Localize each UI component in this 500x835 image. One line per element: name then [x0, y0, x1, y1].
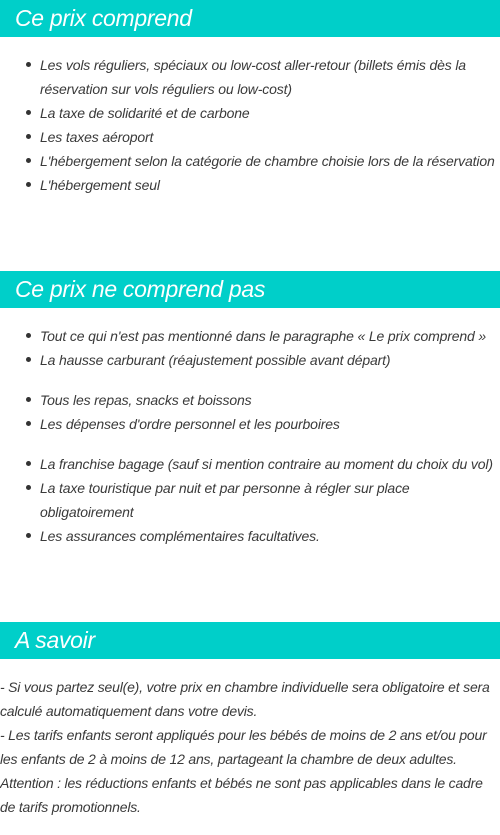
- bullet-icon: [26, 461, 31, 466]
- bullet-icon: [26, 158, 31, 163]
- section-title-excluded: Ce prix ne comprend pas: [15, 276, 266, 302]
- section-header-excluded: [0, 271, 500, 308]
- list-item: Tout ce qui n'est pas mentionné dans le paragraphe « Le prix comprend »: [0, 324, 500, 348]
- info-line: Attention : les réductions enfants et bébés ne sont pas applicables dans le cadre de tarifs promotionnels.: [0, 775, 483, 815]
- list-item: La franchise bagage (sauf si mention contraire au moment du choix du vol): [0, 452, 500, 476]
- list-item: La taxe touristique par nuit et par personne à régler sur place obligatoirement: [0, 476, 500, 524]
- list-item: Les taxes aéroport: [0, 125, 500, 149]
- included-list: [0, 53, 500, 197]
- list-item: Les vols réguliers, spéciaux ou low-cost aller-retour (billets émis dès la réservation sur vols réguliers ou low-cost): [0, 53, 500, 101]
- section-header-included: [0, 0, 500, 37]
- list-item: La taxe de solidarité et de carbone: [0, 101, 500, 125]
- bullet-icon: [26, 110, 31, 115]
- bullet-icon: [26, 397, 31, 402]
- section-title-info: A savoir: [15, 627, 95, 653]
- bullet-icon: [26, 533, 31, 538]
- excluded-list: [0, 324, 500, 548]
- section-title-included: Ce prix comprend: [15, 5, 192, 31]
- section-header-info: [0, 622, 500, 659]
- list-item: L'hébergement seul: [0, 173, 500, 197]
- bullet-icon: [26, 62, 31, 67]
- bullet-icon: [26, 421, 31, 426]
- bullet-icon: [26, 134, 31, 139]
- bullet-icon: [26, 333, 31, 338]
- info-line: - Les tarifs enfants seront appliqués pour les bébés de moins de 2 ans et/ou pour les enfants de 2 à moins de 12 ans, partageant la chambre de deux adultes.: [0, 727, 487, 767]
- info-text: [0, 675, 500, 819]
- list-item: Les dépenses d'ordre personnel et les pourboires: [0, 412, 500, 436]
- info-line: - Si vous partez seul(e), votre prix en chambre individuelle sera obligatoire et sera calculé automatiquement dans votre devis.: [0, 679, 490, 719]
- bullet-icon: [26, 485, 31, 490]
- bullet-icon: [26, 182, 31, 187]
- list-item: Tous les repas, snacks et boissons: [0, 388, 500, 412]
- list-item: L'hébergement selon la catégorie de chambre choisie lors de la réservation: [0, 149, 500, 173]
- list-item: La hausse carburant (réajustement possible avant départ): [0, 348, 500, 372]
- list-item: Les assurances complémentaires facultatives.: [0, 524, 500, 548]
- bullet-icon: [26, 357, 31, 362]
